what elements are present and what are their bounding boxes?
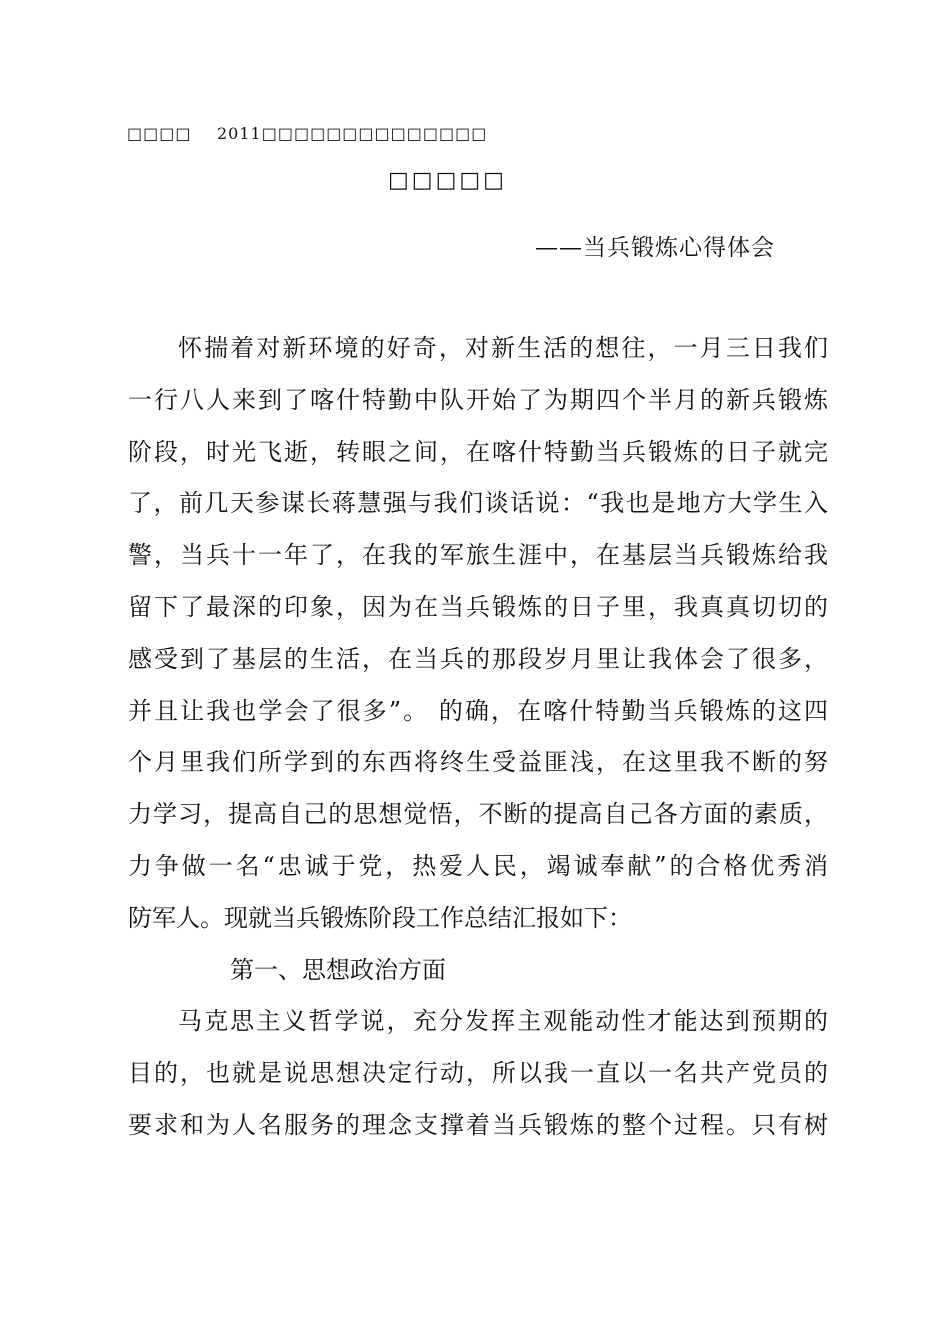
- body-line: 了，前几天参谋长蒋慧强与我们谈话说：“我也是地方大学生入: [128, 489, 828, 518]
- body-line: 防军人。现就当兵锻炼阶段工作总结汇报如下：: [128, 903, 632, 932]
- body-line: 力争做一名“忠诚于党，热爱人民，竭诚奉献”的合格优秀消: [128, 851, 828, 880]
- document-title: □□□□□: [388, 168, 507, 193]
- body-line: 一行八人来到了喀什特勤中队开始了为期四个半月的新兵锻炼: [128, 385, 828, 414]
- body-line: 力学习，提高自己的思想觉悟，不断的提高自己各方面的素质，: [128, 800, 828, 829]
- section-heading: 第一、思想政治方面: [230, 955, 446, 984]
- body-line: 阶段，时光飞逝，转眼之间，在喀什特勤当兵锻炼的日子就完: [128, 437, 828, 466]
- body-line: 马克思主义哲学说，充分发挥主观能动性才能达到预期的: [178, 1007, 828, 1036]
- header-line: [127, 124, 487, 143]
- body-line: 留下了最深的印象，因为在当兵锻炼的日子里，我真真切切的: [128, 592, 828, 621]
- body-line: 个月里我们所学到的东西将终生受益匪浅，在这里我不断的努: [128, 748, 828, 777]
- header-prefix: □□□□: [127, 124, 192, 143]
- header-text: 2011□□□□□□□□□□□□□□: [217, 124, 488, 143]
- body-line: 警，当兵十一年了，在我的军旅生涯中，在基层当兵锻炼给我: [128, 541, 828, 570]
- document-subtitle: ——当兵锻炼心得体会: [535, 235, 775, 261]
- body-line: 并且让我也学会了很多”。 的确，在喀什特勤当兵锻炼的这四: [128, 696, 828, 725]
- body-line: 要求和为人名服务的理念支撑着当兵锻炼的整个过程。只有树: [128, 1110, 828, 1139]
- body-line: 怀揣着对新环境的好奇，对新生活的想往，一月三日我们: [178, 334, 828, 362]
- body-line: 感受到了基层的生活，在当兵的那段岁月里让我体会了很多，: [128, 644, 828, 673]
- body-text: [128, 333, 828, 1162]
- body-line: 目的，也就是说思想决定行动，所以我一直以一名共产党员的: [128, 1059, 828, 1088]
